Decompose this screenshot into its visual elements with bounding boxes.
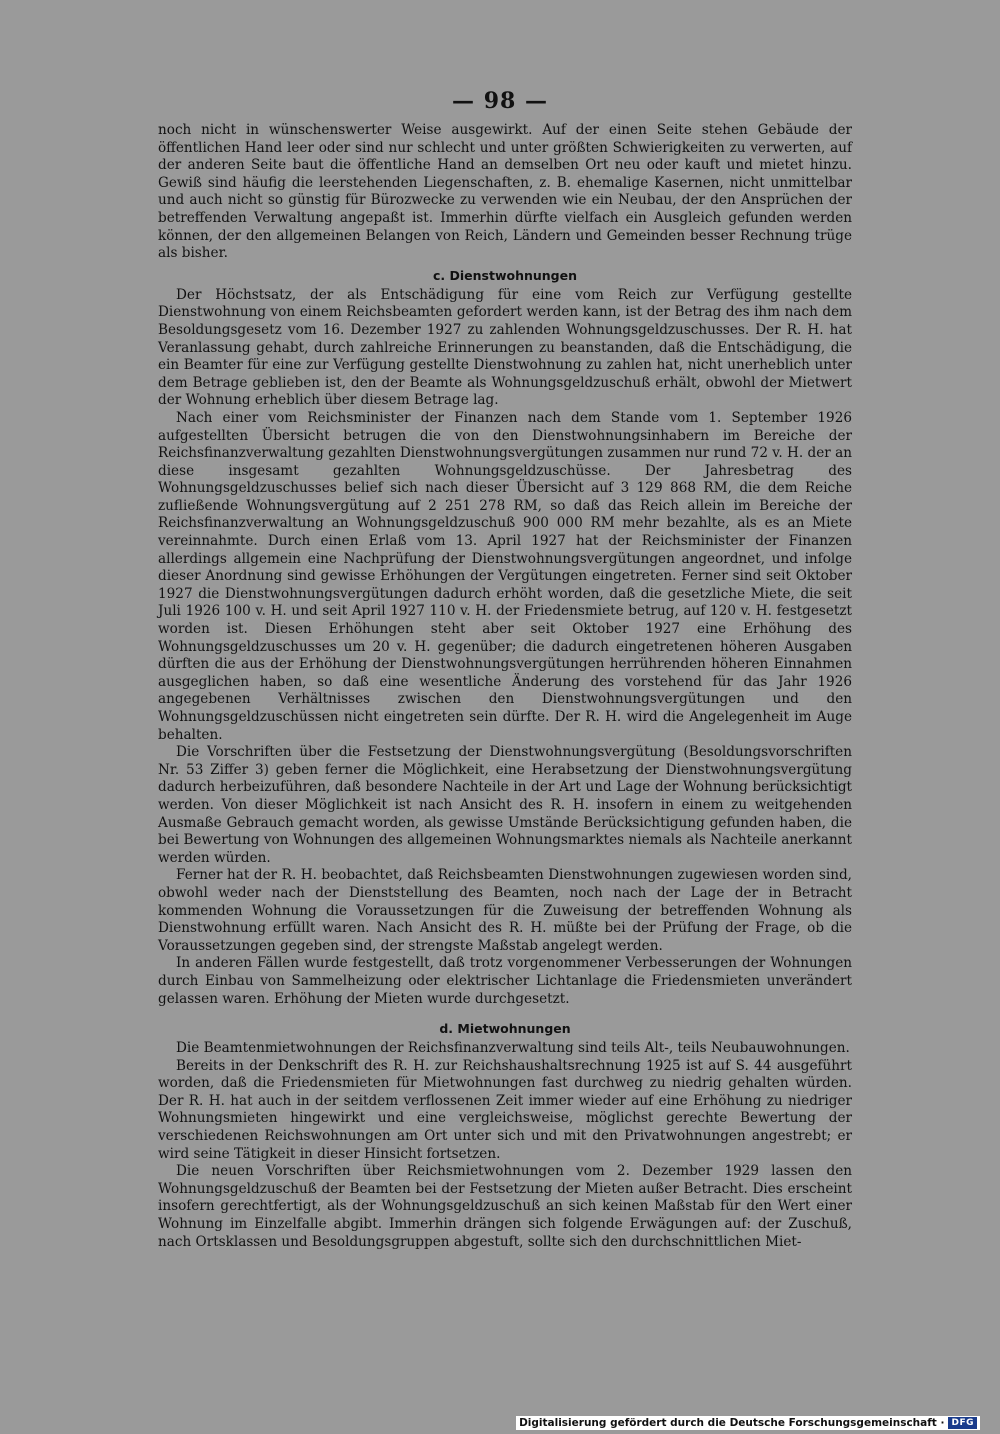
paragraph: Bereits in der Denkschrift des R. H. zur Reichshaushaltsrechnung 1925 ist auf S. 44 ausgeführt worden, daß die Friedensmieten für Mietwohnungen fast durchweg zu niedrig gehalten würden. Der R. H. hat auch in der seitdem verflossenen Zeit immer wieder auf eine Erhöhung zu niedriger Wohnungsmieten hingewirkt und eine vergleichsweise, möglichst gerechte Bewertung der verschiedenen Reichswohnungen am Ort unter sich und mit den Privatwohnungen angestrebt; er wird seine Tätigkeit in dieser Hinsicht fortsetzen. [158,1057,852,1162]
paragraph: Nach einer vom Reichsminister der Finanzen nach dem Stande vom 1. September 1926 aufgestellten Übersicht betrugen die von den Dienstwohnungsinhabern im Bereiche der Reichsfinanzverwaltung gezahlten Dienstwohnungsvergütungen zusammen nur rund 72 v. H. der an diese insgesamt gezahlten Wohnungsgeldzuschüsse. Der Jahresbetrag des Wohnungsgeldzuschusses belief sich nach dieser Übersicht auf 3 129 868 RM, die dem Reiche zufließende Wohnungsvergütung auf 2 251 278 RM, so daß das Reich allein im Bereiche der Reichsfinanzverwaltung an Wohnungsgeldzuschuß 900 000 RM mehr bezahlte, als es an Miete vereinnahmte. Durch einen Erlaß vom 13. April 1927 hat der Reichsminister der Finanzen allerdings allgemein eine Nachprüfung der Dienstwohnungsvergütungen angeordnet, und infolge dieser Anordnung sind gewisse Erhöhungen der Vergütungen eingetreten. Ferner sind seit Oktober 1927 die Dienstwohnungsvergütungen dadurch erhöht worden, daß die gesetzliche Miete, die seit Juli 1926 100 v. H. und seit April 1927 110 v. H. der Friedensmiete betrug, auf 120 v. H. festgesetzt worden ist. Diesen Erhöhungen steht aber seit Oktober 1927 eine Erhöhung des Wohnungsgeldzuschusses um 20 v. H. gegenüber; die dadurch eingetretenen höheren Ausgaben dürften die aus der Erhöhung der Dienstwohnungsvergütungen herrührenden höheren Einnahmen ausgeglichen haben, so daß eine wesentliche Änderung des vorstehend für das Jahr 1926 angegebenen Verhältnisses zwischen den Dienstwohnungsvergütungen und den Wohnungsgeldzuschüssen nicht eingetreten sein dürfte. Der R. H. wird die Angelegenheit im Auge behalten. [158,409,852,743]
section-heading-mietwohnungen: d. Mietwohnungen [439,1021,571,1037]
page-number: — 98 — [452,88,548,114]
paragraph: Die neuen Vorschriften über Reichsmietwohnungen vom 2. Dezember 1929 lassen den Wohnungsgeldzuschuß der Beamten bei der Festsetzung der Mieten außer Betracht. Dies erscheint insofern gerechtfertigt, als der Wohnungsgeldzuschuß an sich keinen Maßstab für den Wert einer Wohnung im Einzelfalle abgibt. Immerhin drängen sich folgende Erwägungen auf: der Zuschuß, nach Ortsklassen und Besoldungsgruppen abgestuft, sollte sich den durchschnittlichen Miet- [158,1163,852,1250]
paragraph: Ferner hat der R. H. beobachtet, daß Reichsbeamten Dienstwohnungen zugewiesen worden sind, obwohl weder nach der Dienststellung des Beamten, noch nach der Lage der in Betracht kommenden Wohnung die Voraussetzungen für die Zuweisung der betreffenden Wohnung als Dienstwohnung erfüllt waren. Nach Ansicht des R. H. müßte bei der Prüfung der Frage, ob die Voraussetzungen gegeben sind, der strengste Maßstab angelegt werden. [158,867,852,954]
section-heading-dienstwohnungen: c. Dienstwohnungen [432,267,578,283]
paragraph: Der Höchstsatz, der als Entschädigung für eine vom Reich zur Verfügung gestellte Dienstwohnung von einem Reichsbeamten gefordert werden kann, ist der Betrag des ihm nach dem Besoldungsgesetz vom 16. Dezember 1927 zu zahlenden Wohnungsgeldzuschusses. Der R. H. hat Veranlassung gehabt, durch zahlreiche Erinnerungen zu beanstanden, daß die Entschädigung, die ein Beamter für eine zur Verfügung gestellte Dienstwohnung zu zahlen hat, nicht unerheblich unter dem Betrage geblieben ist, den der Beamte als Wohnungsgeldzuschuß erhält, obwohl der Mietwert der Wohnung erheblich über diesem Betrage lag. [158,286,852,409]
footer-text: Digitalisierung gefördert durch die Deutsche Forschungsgemeinschaft · [519,1417,945,1429]
dfg-logo: DFG [948,1417,977,1429]
paragraph: Die Vorschriften über die Festsetzung der Dienstwohnungsvergütung (Besoldungsvorschriften Nr. 53 Ziffer 3) geben ferner die Möglichkeit, eine Herabsetzung der Dienstwohnungsvergütung dadurch herbeizuführen, daß besondere Nachteile in der Art und Lage der Wohnung berücksichtigt werden. Von dieser Möglichkeit ist nach Ansicht des R. H. insofern in einem zu weitgehenden Ausmaße Gebrauch gemacht worden, als gewisse Umstände Berücksichtigung gefunden haben, die bei Bewertung von Wohnungen des allgemeinen Wohnungsmarktes niemals als Nachteile anerkannt werden würden. [158,744,852,866]
digitization-footer [516,1416,980,1430]
intro-paragraph: noch nicht in wünschenswerter Weise ausgewirkt. Auf der einen Seite stehen Gebäude der öffentlichen Hand leer oder sind nur schlecht und unter größten Schwierigkeiten zu verwerten, auf der anderen Seite baut die öffentliche Hand an demselben Ort neu oder kauft und mietet hinzu. Gewiß sind häufig die leerstehenden Liegenschaften, z. B. ehemalige Kasernen, nicht unmittelbar und auch nicht so günstig für Bürozwecke zu verwenden wie ein Neubau, der den Ansprüchen der betreffenden Verwaltung angepaßt ist. Immerhin dürfte vielfach ein Ausgleich gefunden werden können, der den allgemeinen Belangen von Reich, Ländern und Gemeinden besser Rechnung trüge als bisher. [158,122,852,262]
paragraph: In anderen Fällen wurde festgestellt, daß trotz vorgenommener Verbesserungen der Wohnungen durch Einbau von Sammelheizung oder elektrischer Lichtanlage die Friedensmieten unverändert gelassen waren. Erhöhung der Mieten wurde durchgesetzt. [158,955,852,1007]
page-content [158,122,852,1251]
paragraph: Die Beamtenmietwohnungen der Reichsfinanzverwaltung sind teils Alt-, teils Neubauwohnungen. [176,1040,850,1057]
